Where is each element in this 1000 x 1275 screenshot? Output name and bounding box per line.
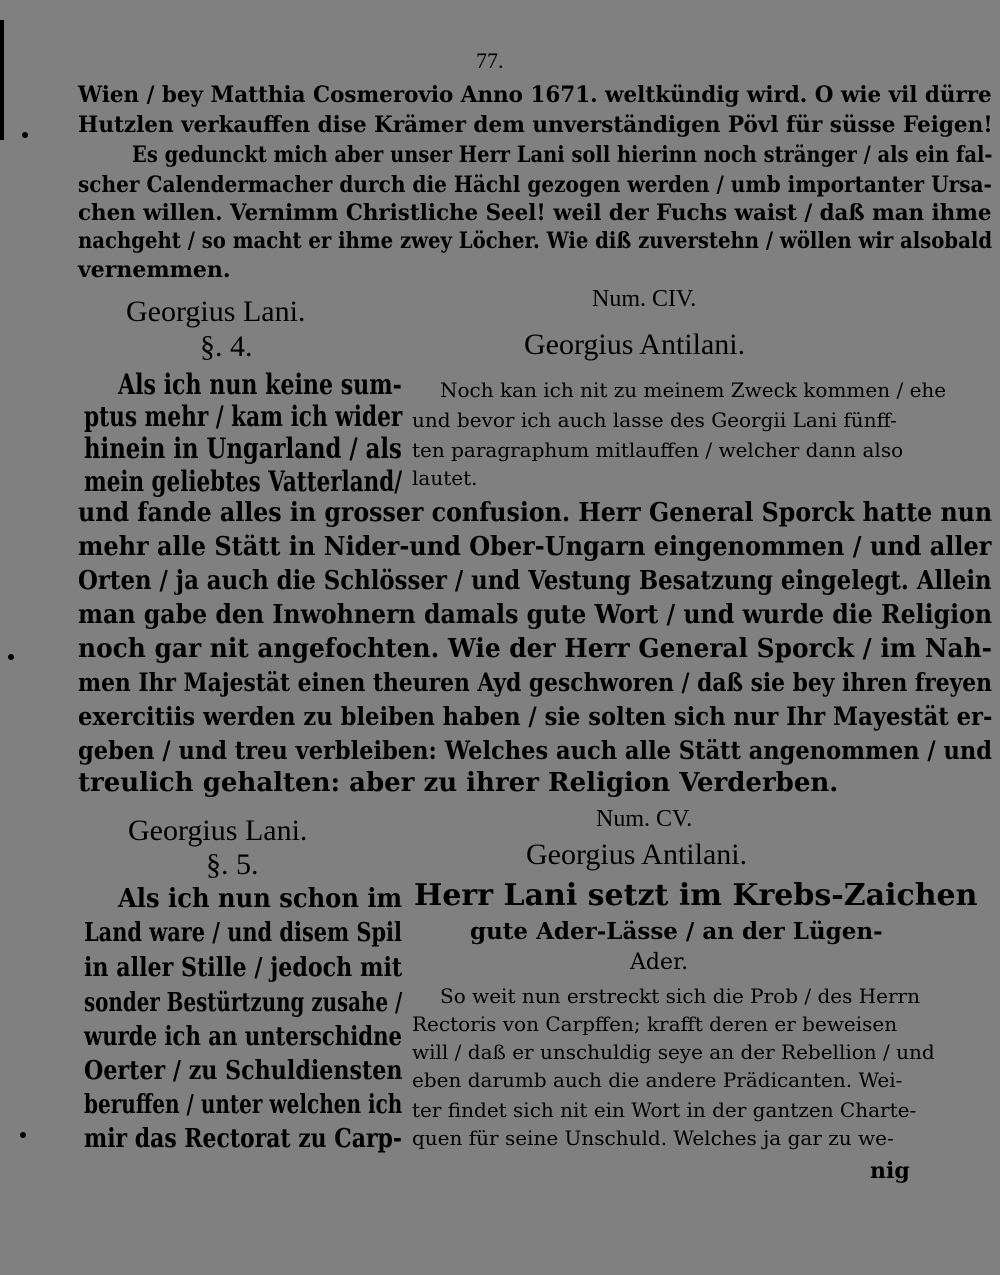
text-line: geben / und treu verbleiben: Welches auch alle Stätt angenommen / und — [78, 736, 992, 765]
right-column-line: Noch kan ich nit zu meinem Zweck kommen / ehe — [440, 378, 947, 402]
right-heading: Georgius Antilani. — [524, 328, 746, 361]
left-column-line: wurde ich an unterschidne — [84, 1022, 402, 1052]
right-title-line: gute Ader-Lässe / an der Lügen- — [470, 918, 883, 945]
text-line: exercitiis werden zu bleiben haben / sie solten sich nur Ihr Mayestät er- — [78, 702, 993, 731]
right-num: Num. CV. — [596, 806, 693, 832]
left-column-line: Oerter / zu Schuldiensten — [84, 1056, 403, 1086]
left-heading: Georgius Lani. — [128, 814, 308, 847]
left-column-line: Land ware / und disem Spil — [84, 918, 402, 948]
text-line: vernemmen. — [78, 257, 231, 283]
text-line: Wien / bey Matthia Cosmerovio Anno 1671. weltkündig wird. O wie vil dürre — [78, 82, 992, 108]
right-title-line: Herr Lani setzt im Krebs-Zaichen — [414, 878, 978, 913]
text-line: Orten / ja auch die Schlösser / und Vestung Besatzung eingelegt. Allein — [78, 566, 992, 596]
right-column-line: So weit nun erstreckt sich die Prob / des Herrn — [440, 984, 920, 1008]
text-line: Hutzlen verkauffen dise Krämer dem unverständigen Pövl für süsse Feigen! — [78, 112, 993, 138]
right-column-line: eben darumb auch die andere Prädicanten. Wei- — [412, 1068, 903, 1092]
left-column-line: sonder Bestürtzung zusahe / — [84, 988, 403, 1018]
text-line: nachgeht / so macht er ihme zwey Löcher. Wie diß zuverstehn / wöllen wir alsobald — [78, 228, 993, 254]
left-column-line: mein geliebtes Vatterland/ — [84, 465, 403, 498]
text-line: noch gar nit angefochten. Wie der Herr General Sporck / im Nah- — [78, 634, 992, 664]
page-edge-mark — [0, 20, 4, 140]
text-line: treulich gehalten: aber zu ihrer Religion Verderben. — [78, 768, 839, 798]
right-column-line: quen für seine Unschuld. Welches ja gar zu we- — [412, 1126, 894, 1150]
scan-speck — [22, 132, 28, 138]
left-column-line: ptus mehr / kam ich wider — [84, 400, 403, 433]
left-column-line: mir das Rectorat zu Carp- — [84, 1124, 402, 1154]
paragraph-marker: §. 4. — [200, 330, 253, 363]
left-column-line: Als ich nun schon im — [118, 884, 403, 914]
text-line: chen willen. Vernimm Christliche Seel! weil der Fuchs waist / daß man ihme — [78, 200, 992, 226]
right-column-line: Rectoris von Carpffen; krafft deren er beweisen — [412, 1012, 898, 1036]
right-heading: Georgius Antilani. — [526, 838, 748, 871]
right-column-line: ter findet sich nit ein Wort in der gantzen Charte- — [412, 1098, 917, 1122]
text-line: mehr alle Stätt in Nider-und Ober-Ungarn eingenommen / und aller — [78, 532, 992, 562]
right-num: Num. CIV. — [592, 286, 697, 312]
text-line: men Ihr Majestät einen theuren Ayd geschworen / daß sie bey ihren freyen — [78, 668, 993, 697]
scan-speck — [20, 1132, 26, 1138]
page-number: 77. — [476, 48, 504, 73]
paragraph-marker: §. 5. — [206, 848, 259, 881]
left-column-line: hinein in Ungarland / als — [84, 432, 402, 465]
text-line: man gabe den Inwohnern damals gute Wort / und wurde die Religion — [78, 600, 993, 630]
text-line: scher Calendermacher durch die Hächl gezogen werden / umb importanter Ursa- — [78, 172, 992, 198]
left-heading: Georgius Lani. — [126, 295, 306, 328]
left-column-line: Als ich nun keine sum- — [118, 368, 402, 401]
right-column-line: ten paragraphum mitlauffen / welcher dann also — [412, 438, 904, 462]
text-line: und fande alles in grosser confusion. Herr General Sporck hatte nun — [78, 498, 993, 528]
scan-speck — [8, 654, 14, 660]
right-title-line: Ader. — [630, 950, 689, 975]
text-line: Es gedunckt mich aber unser Herr Lani soll hierinn noch stränger / als ein fal- — [132, 142, 993, 168]
right-column-line: lautet. — [412, 466, 478, 490]
catchword: nig — [870, 1158, 910, 1184]
right-column-line: und bevor ich auch lasse des Georgii Lani fünff- — [412, 408, 897, 432]
left-column-line: beruffen / unter welchen ich — [84, 1090, 403, 1120]
right-column-line: will / daß er unschuldig seye an der Rebellion / und — [412, 1040, 935, 1064]
left-column-line: in aller Stille / jedoch mit — [84, 953, 403, 983]
